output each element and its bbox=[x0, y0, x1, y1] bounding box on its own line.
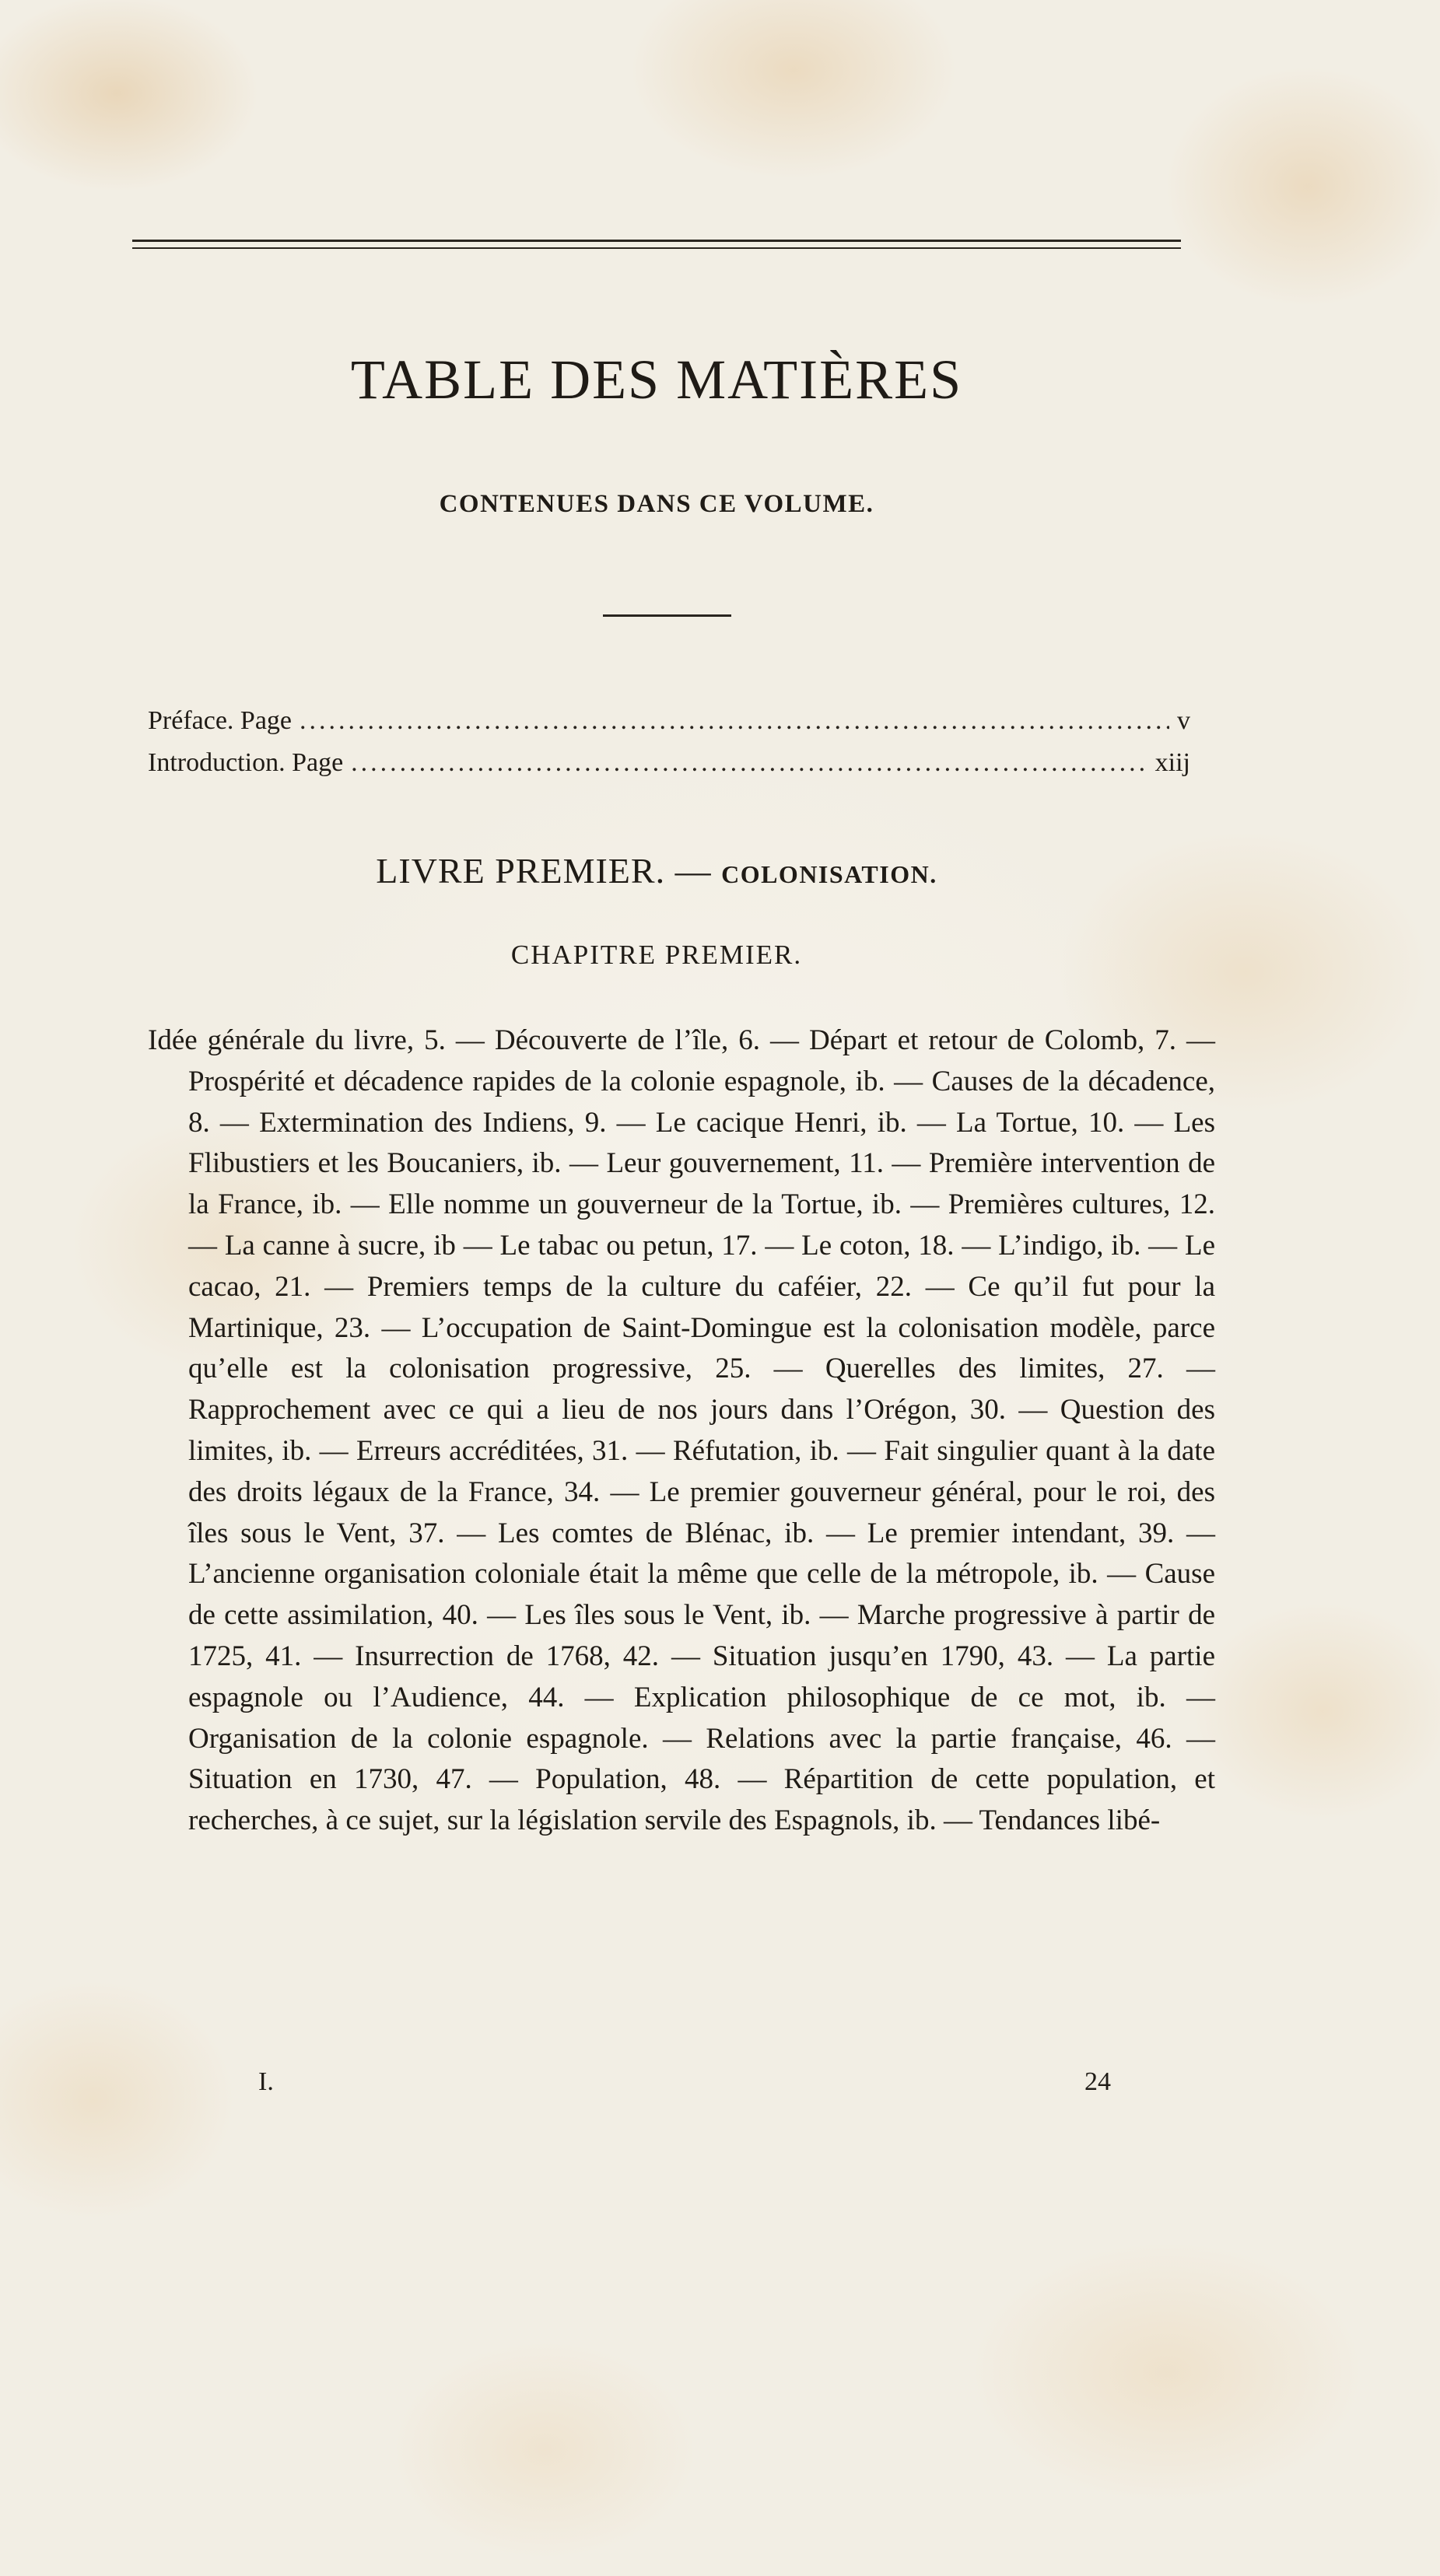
toc-leader-dots bbox=[300, 708, 1169, 734]
book-subtitle: COLONISATION. bbox=[721, 860, 937, 888]
toc-entry-page: xiij bbox=[1154, 748, 1190, 777]
toc-entry-page: v bbox=[1177, 706, 1190, 735]
page-number: 24 bbox=[1084, 2067, 1111, 2096]
top-double-rule-lower bbox=[132, 247, 1181, 249]
chapter-heading: CHAPITRE PREMIER. bbox=[510, 940, 803, 970]
toc-entry-label: Introduction. Page bbox=[148, 748, 344, 777]
toc-entry-introduction bbox=[148, 750, 1190, 776]
toc-leader-dots bbox=[351, 750, 1147, 776]
toc-entry-preface bbox=[148, 708, 1190, 734]
chapter-summary: Idée générale du livre, 5. — Découverte de l’île, 6. — Départ et retour de Colomb, 7. — Prospérité et décadence rapides de la colonie espagnole, ib. — Causes de la décadence, 8. — Extermination des Indiens, 9. — Le cacique Henri, ib. — La Tortue, 10. — Les Flibustiers et les Boucaniers, ib. — Leur gouvernement, 11. — Première intervention de la France, ib. — Elle nomme un gouverneur de la Tortue, ib. — Premières cultures, 12. — La canne à sucre, ib — Le tabac ou petun, 17. — Le coton, 18. — L’indigo, ib. — Le cacao, 21. — Premiers temps de la culture du caféier, 22. — Ce qu’il fut pour la Martinique, 23. — L’occupation de Saint-Domingue est la colonisation modèle, parce qu’elle est la colonisation progressive, 25. — Querelles des limites, 27. — Rapprochement avec ce qui a lieu de nos jours dans l’Orégon, 30. — Question des limites, ib. — Erreurs accréditées, 31. — Réfutation, ib. — Fait singulier quant à la date des droits légaux de la France, 34. — Le premier gouverneur général, pour le roi, des îles sous le Vent, 37. — Les comtes de Blénac, ib. — Le premier intendant, 39. — L’ancienne organisation coloniale était la même que celle de la métropole, ib. — Cause de cette assimilation, 40. — Les îles sous le Vent, ib. — Marche progressive à partir de 1725, 41. — Insurrection de 1768, 42. — Situation jusqu’en 1790, 43. — La partie espagnole ou l’Audience, 44. — Explication philosophique de ce mot, ib. — Organisation de la colonie espagnole. — Relations avec la partie française, 46. — Situation en 1730, 47. — Population, 48. — Répartition de cette population, et recherches, à ce sujet, sur la législation servile des Espagnols, ib. — Tendances libé- bbox=[148, 1024, 1215, 1837]
ornamental-rule bbox=[603, 614, 731, 617]
signature-mark: I. bbox=[258, 2067, 274, 2096]
toc-entry-label: Préface. Page bbox=[148, 706, 293, 735]
book-heading bbox=[132, 850, 1181, 891]
book-title: LIVRE PREMIER. — bbox=[376, 851, 712, 891]
page-subtitle: CONTENUES DANS CE VOLUME. bbox=[439, 490, 874, 518]
page-title: TABLE DES MATIÈRES bbox=[350, 348, 963, 411]
top-double-rule bbox=[132, 240, 1181, 242]
